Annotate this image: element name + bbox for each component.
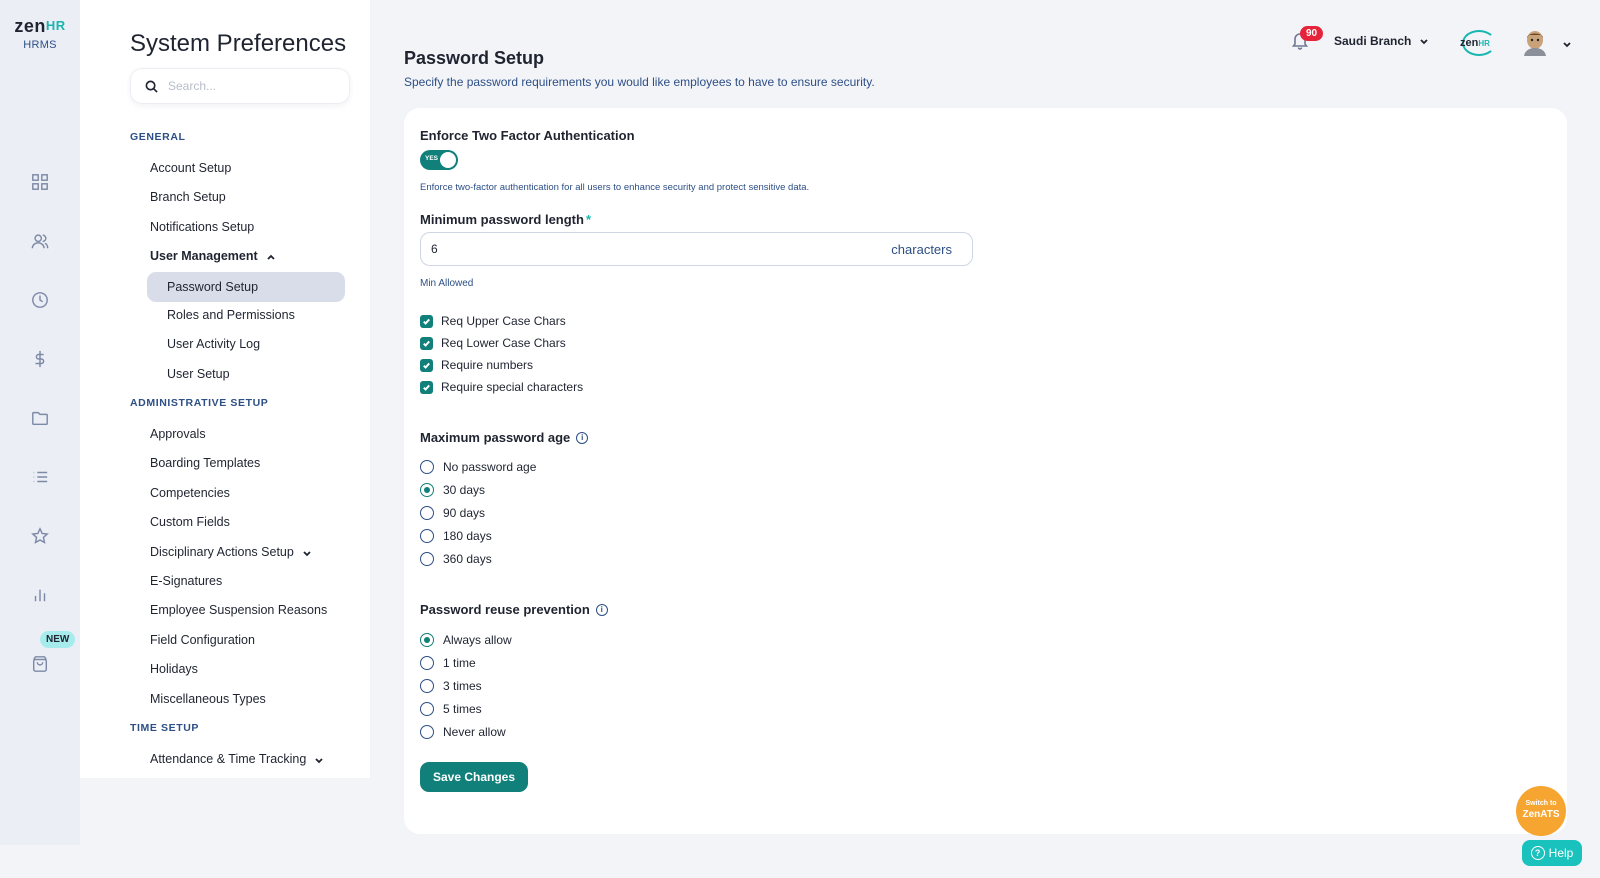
sidebar-item-disciplinary[interactable] [150, 545, 312, 559]
radio-icon [420, 529, 434, 543]
sidebar-item-competencies[interactable]: Competencies [150, 486, 230, 500]
settings-sidebar [80, 0, 370, 778]
bar-chart-icon[interactable] [28, 583, 52, 607]
question-icon: ? [1531, 846, 1545, 860]
min-length-label-text: Minimum password length [420, 212, 584, 227]
dashboard-icon[interactable] [28, 170, 52, 194]
sidebar-item-e-signatures[interactable]: E-Signatures [150, 574, 223, 588]
min-length-label [420, 212, 591, 227]
left-rail [0, 0, 80, 845]
chevron-down-icon [302, 547, 312, 557]
sidebar-item-user-activity-log[interactable]: User Activity Log [167, 337, 261, 351]
list-icon[interactable] [28, 465, 52, 489]
radio-1-time[interactable] [420, 656, 476, 670]
radio-label: Never allow [443, 725, 506, 739]
max-age-label-text: Maximum password age [420, 430, 571, 445]
people-icon[interactable] [28, 229, 52, 253]
reuse-label-text: Password reuse prevention [420, 602, 590, 617]
sidebar-item-custom-fields[interactable]: Custom Fields [150, 515, 230, 529]
mini-logo-accent: HR [1478, 39, 1490, 48]
radio-icon [420, 506, 434, 520]
clock-icon[interactable] [28, 288, 52, 312]
radio-label: 3 times [443, 679, 482, 693]
sidebar-item-attendance[interactable] [150, 752, 324, 766]
radio-selected-icon [420, 633, 434, 647]
notification-count-badge: 90 [1300, 26, 1323, 41]
checkbox-checked-icon [420, 337, 433, 350]
checkbox-label: Require numbers [441, 358, 534, 372]
checkbox-label: Req Lower Case Chars [441, 336, 566, 350]
radio-180-days[interactable] [420, 529, 492, 543]
min-allowed-hint: Min Allowed [420, 278, 474, 289]
checkbox-numbers[interactable] [420, 358, 533, 372]
zenats-line1: Switch to [1525, 800, 1557, 807]
min-length-value: 6 [431, 242, 438, 256]
radio-30-days[interactable] [420, 483, 485, 497]
section-administrative: ADMINISTRATIVE SETUP [130, 397, 269, 409]
radio-90-days[interactable] [420, 506, 485, 520]
new-badge: NEW [40, 631, 75, 648]
search-icon [145, 80, 158, 93]
min-length-field[interactable] [420, 232, 973, 266]
save-changes-button[interactable]: Save Changes [420, 762, 528, 792]
help-button[interactable] [1522, 840, 1582, 866]
radio-label: 30 days [443, 483, 486, 497]
section-time: TIME SETUP [130, 722, 200, 734]
branch-selector[interactable] [1334, 34, 1429, 48]
radio-icon [420, 460, 434, 474]
radio-selected-icon [420, 483, 434, 497]
sidebar-item-password-setup[interactable]: Password Setup [147, 272, 345, 302]
sidebar-item-label: Disciplinary Actions Setup [150, 545, 294, 559]
radio-icon [420, 679, 434, 693]
chevron-up-icon [266, 251, 276, 261]
two-factor-help: Enforce two-factor authentication for all users to enhance security and protect sensitive data. [420, 182, 810, 193]
radio-always-allow[interactable] [420, 633, 512, 647]
checkbox-label: Require special characters [441, 380, 584, 394]
logo-accent: HR [45, 18, 66, 33]
max-age-label [420, 430, 588, 445]
dollar-icon[interactable] [28, 347, 52, 371]
radio-label: 360 days [443, 552, 492, 566]
radio-label: Always allow [443, 633, 512, 647]
chevron-down-icon [1419, 36, 1429, 46]
two-factor-label: Enforce Two Factor Authentication [420, 128, 635, 143]
radio-icon [420, 725, 434, 739]
sidebar-item-notifications-setup[interactable]: Notifications Setup [150, 220, 255, 234]
mini-logo-text: zen [1460, 37, 1479, 49]
radio-icon [420, 656, 434, 670]
radio-label: No password age [443, 460, 537, 474]
sidebar-item-misc-types[interactable]: Miscellaneous Types [150, 692, 266, 706]
checkbox-upper-case[interactable] [420, 314, 566, 328]
checkbox-special-chars[interactable] [420, 380, 583, 394]
sidebar-search[interactable] [130, 68, 350, 104]
checkbox-checked-icon [420, 315, 433, 328]
avatar[interactable] [1520, 28, 1550, 56]
search-input[interactable] [168, 79, 338, 93]
checkbox-checked-icon [420, 381, 433, 394]
radio-label: 1 time [443, 656, 476, 670]
sidebar-item-boarding-templates[interactable]: Boarding Templates [150, 456, 261, 470]
info-icon[interactable]: i [596, 604, 608, 616]
checkbox-label: Req Upper Case Chars [441, 314, 566, 328]
radio-label: 5 times [443, 702, 482, 716]
required-mark: * [585, 212, 592, 227]
sidebar-title: System Preferences [130, 30, 347, 57]
radio-3-times[interactable] [420, 679, 482, 693]
sidebar-item-label: User Management [150, 249, 258, 263]
section-general: GENERAL [130, 131, 186, 143]
radio-icon [420, 552, 434, 566]
branch-label: Saudi Branch [1334, 34, 1412, 48]
radio-label: 180 days [443, 529, 492, 543]
sidebar-item-branch-setup[interactable]: Branch Setup [150, 190, 226, 204]
sidebar-item-field-configuration[interactable]: Field Configuration [150, 633, 255, 647]
page-description: Specify the password requirements you would like employees to have to ensure security. [404, 75, 875, 89]
page-title: Password Setup [404, 48, 545, 68]
min-length-unit: characters [891, 241, 952, 257]
checkbox-checked-icon [420, 359, 433, 372]
sidebar-item-roles-permissions[interactable]: Roles and Permissions [167, 308, 295, 322]
logo-text: zen [14, 16, 46, 36]
switch-to-zenats-button[interactable] [1516, 786, 1566, 836]
logo-subtitle: HRMS [23, 39, 57, 51]
star-icon[interactable] [28, 524, 52, 548]
toggle-text: YES [425, 155, 439, 162]
info-icon[interactable]: i [576, 432, 588, 444]
sidebar-item-user-setup[interactable]: User Setup [167, 367, 230, 381]
radio-icon [420, 702, 434, 716]
radio-no-password-age[interactable] [420, 460, 536, 474]
sidebar-item-holidays[interactable]: Holidays [150, 662, 198, 676]
folder-icon[interactable] [28, 406, 52, 430]
help-label: Help [1548, 846, 1574, 860]
sidebar-item-user-management[interactable] [150, 249, 276, 263]
password-setup-card [404, 108, 1567, 834]
chevron-down-icon[interactable] [1562, 36, 1572, 54]
brand-logo[interactable] [0, 16, 80, 51]
radio-never-allow[interactable] [420, 725, 506, 739]
toggle-knob [440, 152, 456, 168]
sidebar-item-approvals[interactable]: Approvals [150, 427, 206, 441]
radio-5-times[interactable] [420, 702, 482, 716]
sidebar-item-account-setup[interactable]: Account Setup [150, 161, 232, 175]
sidebar-item-suspension-reasons[interactable]: Employee Suspension Reasons [150, 603, 328, 617]
radio-label: 90 days [443, 506, 486, 520]
checkbox-lower-case[interactable] [420, 336, 566, 350]
shopping-bag-icon[interactable] [28, 652, 52, 676]
two-factor-toggle[interactable] [420, 150, 458, 170]
reuse-label [420, 602, 608, 617]
radio-360-days[interactable] [420, 552, 492, 566]
zenats-line2: ZenATS [1522, 809, 1560, 820]
chevron-down-icon [314, 754, 324, 764]
zenhr-mini-logo[interactable] [1458, 30, 1498, 56]
sidebar-item-label: Attendance & Time Tracking [150, 752, 307, 766]
